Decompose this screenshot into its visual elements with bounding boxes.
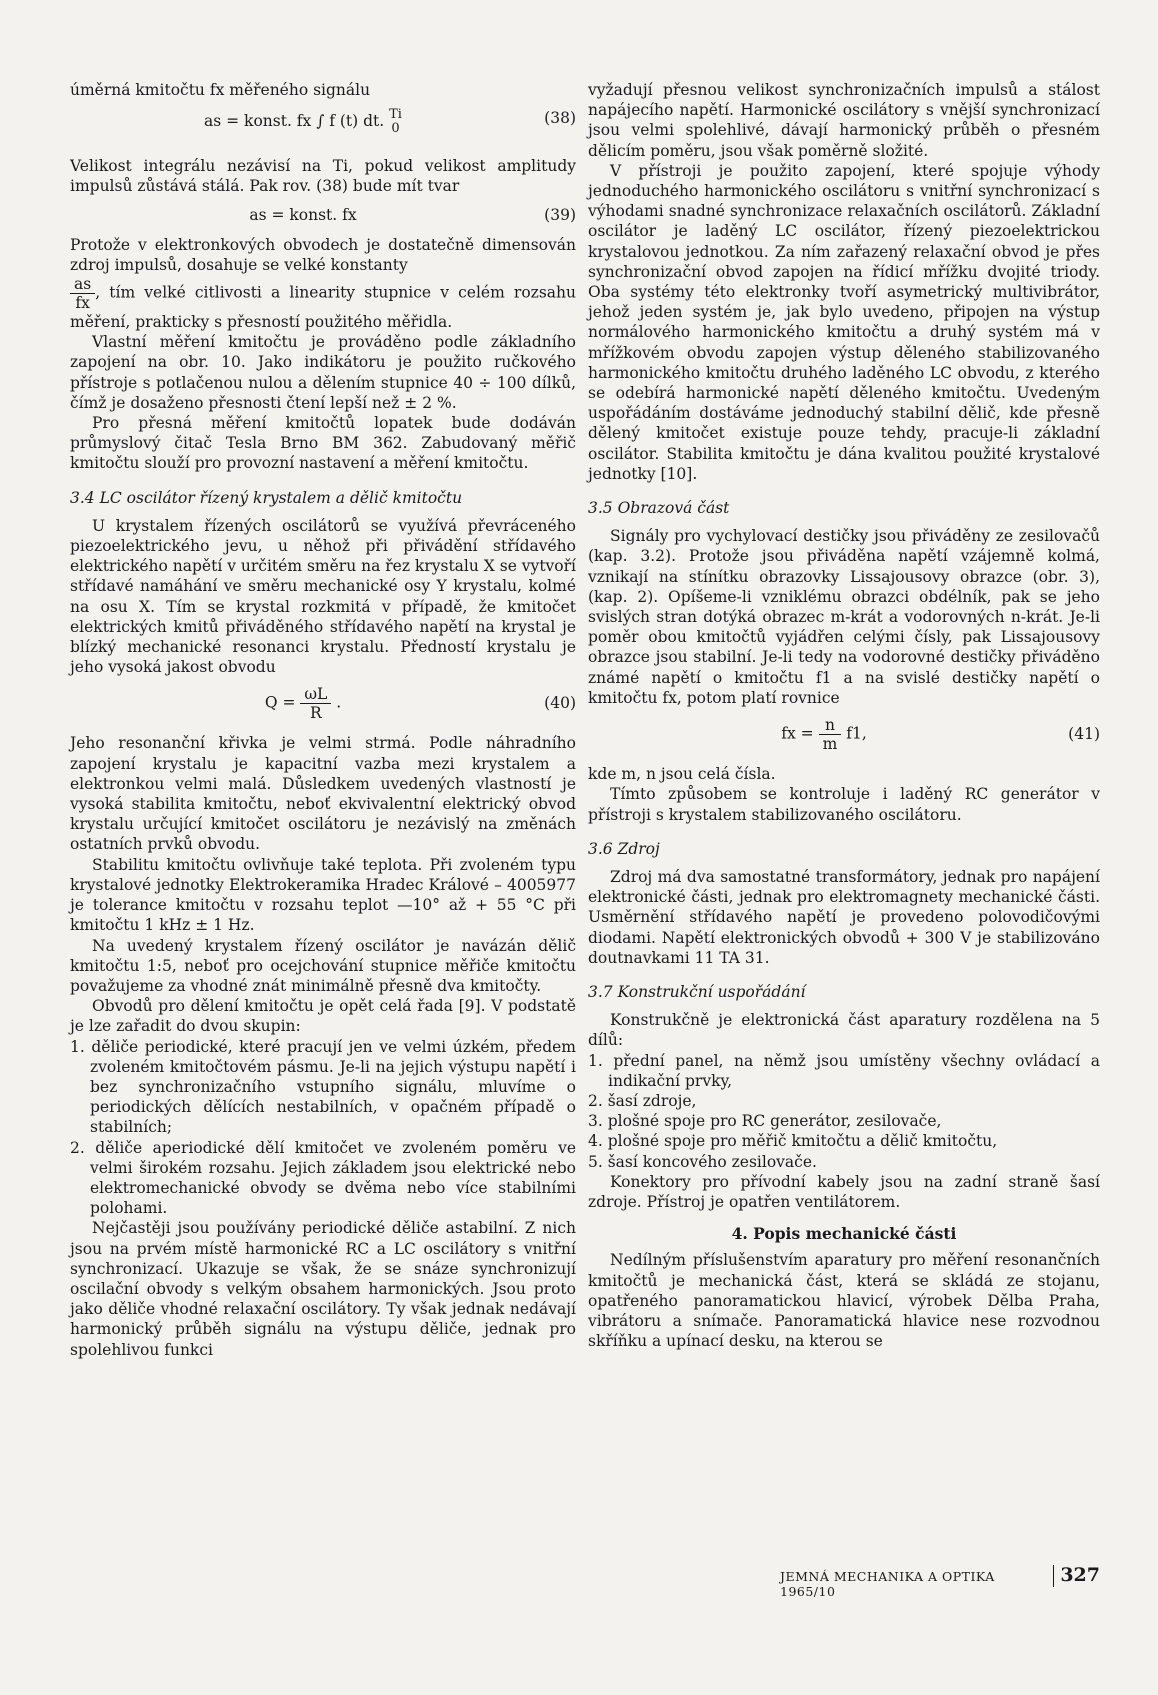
list-item: 2. děliče aperiodické dělí kmitočet ve zvoleném poměru ve velmi širokém rozsahu. Jejich základem jsou elektrické nebo elektromechanické obvody se dvěma nebo více stabilními polohami. [70, 1138, 576, 1218]
paragraph: úměrná kmitočtu fx měřeného signálu [70, 81, 371, 99]
page-footer [780, 1564, 1100, 1599]
fraction-numerator: n [819, 716, 842, 735]
fraction [70, 275, 95, 312]
equation-lhs: fx = [781, 724, 814, 743]
paragraph: Na uvedený krystalem řízený oscilátor je navázán dělič kmitočtu 1:5, neboť pro ocejchování stupnice měřiče kmitočtu považujeme za vhodné znát minimálně přesně dva kmitočty. [70, 936, 576, 995]
fraction [300, 685, 331, 722]
paragraph: Zdroj má dva samostatné transformátory, jednak pro napájení elektronické části, jednak pro elektromagnety mechanické části. Usměrnění střídavého napětí je provedeno polovodičovými diodami. Napětí elektronických obvodů + 300 V je stabilizováno doutnavkami 11 TA 31. [588, 867, 1100, 967]
list-item: 1. přední panel, na němž jsou umístěny všechny ovládací a indikační prvky, [588, 1051, 1100, 1090]
paragraph: Pro přesná měření kmitočtů lopatek bude dodáván průmyslový čitač Tesla Brno BM 362. Zabudovaný měřič kmitočtu slouží pro provozní nastavení a měření kmitočtu. [70, 414, 576, 473]
list-item: 2. šasí zdroje, [588, 1091, 697, 1110]
fraction-denominator: m [822, 735, 838, 754]
paragraph: Jeho resonanční křivka je velmi strmá. Podle náhradního zapojení krystalu je kapacitní vazba mezi krystalem a elektronkou velmi malá. Důsledkem uvedených vlastností je vysoká stabilita kmitočtu, neboť ekvivalentní elektrický obvod krystalu určující kmitočet oscilátoru je nezávislý na změnách ostatních prvků obvodu. [70, 734, 576, 854]
equation-number: (39) [544, 205, 576, 224]
equation-number: (40) [544, 694, 576, 713]
section-heading-3-4: 3.4 LC oscilátor řízený krystalem a dělič kmitočtu [70, 488, 463, 507]
section-heading-3-6: 3.6 Zdroj [588, 839, 660, 858]
paragraph: Tímto způsobem se kontroluje i laděný RC generátor v přístroji s krystalem stabilizovaného oscilátoru. [588, 785, 1100, 824]
journal-name: JEMNÁ MECHANIKA A OPTIKA 1965/10 [780, 1569, 995, 1599]
list-item: 1. děliče periodické, které pracují jen ve velmi úzkém, předem zvoleném kmitočtovém pásmu. Je-li na jejich výstupu napětí i bez synchronizačního vstupního signálu, mluvíme o periodických dělících nestabilních, v opačném případě o stabilních; [70, 1037, 576, 1137]
paragraph: Velikost integrálu nezávisí na Ti, pokud velikost amplitudy impulsů zůstává stálá. Pak rov. (38) bude mít tvar [70, 157, 576, 196]
paragraph: Nedílným příslušenstvím aparatury pro měření resonančních kmitočtů je mechanická část, která se skládá ze stojanu, opatřeného panoramatickou hlavicí, výrobek Dělba Praha, vibrátoru a snímače. Panoramatická hlavice nese rozvodnou skříňku a upínací desku, na kterou se [588, 1251, 1100, 1351]
fraction-numerator: as [70, 275, 95, 294]
equation-expr: as = konst. fx [249, 205, 357, 224]
list-item: 3. plošné spoje pro RC generátor, zesilovače, [588, 1112, 942, 1131]
equation-number: (38) [544, 109, 576, 128]
equation-lhs: as = konst. fx ∫ f (t) dt. [204, 112, 385, 131]
integral-limits [389, 108, 402, 136]
page-number: 327 [1060, 1564, 1100, 1586]
list-item: 5. šasí koncového zesilovače. [588, 1152, 817, 1171]
paragraph: Konektory pro přívodní kabely jsou na zadní straně šasí zdroje. Přístroj je opatřen ventilátorem. [588, 1172, 1100, 1211]
paragraph: Nejčastěji jsou používány periodické děliče astabilní. Z nich jsou na prvém místě harmonické RC a LC oscilátory s vnitřní synchronizací. Ukazuje se však, že se snáze synchronizují oscilační obvody s velkým obsahem harmonických. Jsou proto jako děliče vhodné relaxační oscilátory. Ty však jednak nedávají harmonický průběh signálu na výstupu děliče, jednak pro spolehlivou funkci [70, 1219, 576, 1359]
fraction-denominator: fx [75, 294, 90, 313]
equation-tail: . [336, 693, 342, 712]
paragraph: Vlastní měření kmitočtu je prováděno podle základního zapojení na obr. 10. Jako indikátoru je použito ručkového přístroje s potlačenou nulou a dělením stupnice 40 ÷ 100 dílků, čímž je dosaženo přesnosti čtení lepší než ± 2 %. [70, 333, 576, 412]
paragraph-text: , tím velké citlivosti a linearity stupnice v celém rozsahu měření, prakticky s přesností použitého měřidla. [70, 283, 576, 332]
equation-tail: f1, [846, 724, 867, 743]
paragraph: Stabilitu kmitočtu ovlivňuje také teplota. Při zvoleném typu krystalové jednotky Elektrokeramika Hradec Králové – 4005977 je tolerance kmitočtu v rozsahu teplot —10° až + 55 °C při kmitočtu 1 kHz ± 1 Hz. [70, 855, 576, 935]
paragraph: Konstrukčně je elektronická část aparatury rozdělena na 5 dílů: [588, 1011, 1100, 1050]
paragraph: Protože v elektronkových obvodech je dostatečně dimensován zdroj impulsů, dosahuje se velké konstanty [70, 235, 576, 274]
section-heading-3-7: 3.7 Konstrukční uspořádání [588, 982, 806, 1001]
list-item: 4. plošné spoje pro měřič kmitočtu a dělič kmitočtu, [588, 1132, 998, 1151]
paragraph: Obvodů pro dělení kmitočtu je opět celá řada [9]. V podstatě je lze zařadit do dvou skupin: [70, 997, 576, 1036]
equation-38 [70, 106, 576, 150]
paragraph: Signály pro vychylovací destičky jsou přiváděny ze zesilovačů (kap. 3.2). Protože jsou přiváděna napětí vzájemně kolmá, vznikají na stínítku obrazovky Lissajousovy obrazce (obr. 3), (kap. 2). Opíšeme-li vzniklému obrazci obdélník, pak se jeho svislých stran dotýká obrazec m-krát a vodorovných n-krát. Je-li poměr obou kmitočtů vyjádřen celými čísly, pak Lissajousovy obrazce jsou stabilní. Je-li tedy na vodorovné destičky přiváděno známé napětí o kmitočtu f1 a na svislé destičky napětí o kmitočtu fx, potom platí rovnice [588, 527, 1100, 707]
paragraph: kde m, n jsou celá čísla. [588, 765, 776, 784]
paragraph-with-fraction [70, 275, 576, 332]
equation-lhs: Q = [264, 693, 296, 712]
equation-number: (41) [1068, 725, 1100, 744]
fraction-denominator: R [310, 704, 322, 723]
equation-39 [70, 203, 576, 229]
fraction-numerator: ωL [300, 685, 331, 704]
fraction [819, 716, 842, 753]
section-heading-4: 4. Popis mechanické části [731, 1224, 957, 1244]
paragraph: vyžadují přesnou velikost synchronizačních impulsů a stálost napájecího napětí. Harmonické oscilátory s vnější synchronizací jsou velmi spolehlivé, dávají harmonický průběh o přesném dělicím poměru, jsou však poměrně složité. [588, 81, 1100, 160]
right-column [588, 80, 1100, 1351]
paragraph: V přístroji je použito zapojení, které spojuje výhody jednoduchého harmonického oscilátoru s vnitřní synchronizací s výhodami snadné synchronizace relaxačních oscilátorů. Základní oscilátor je laděný LC oscilátor, řízený piezoelektrickou krystalovou jednotkou. Za ním zařazený relaxační obvod je přes synchronizační obvod zapojen na řídicí mřížku dvojité triody. Oba systémy této elektronky tvoří asymetrický multivibrátor, jehož jeden systém je, jak bylo uvedeno, připojen na výstup normálového harmonického kmitočtu a druhý systém má v mřížkovém obvodu zapojen výstup děleného stabilizovaného harmonického kmitočtu druhého laděného LC obvodu, z kterého se odebírá harmonické napětí děleného kmitočtu. Uvedeným uspořádáním dostáváme jednoduchý stabilní dělič, kde přesně dělený kmitočet existuje pouze tehdy, pracuje-li základní oscilátor. Stabilita kmitočtu je dána kvalitou použité krystalové jednotky [10]. [588, 161, 1100, 483]
footer-divider [1053, 1565, 1055, 1587]
integral-lower: 0 [391, 121, 400, 137]
paragraph: U krystalem řízených oscilátorů se využívá převráceného piezoelektrického jevu, u něhož při přivádění střídavého elektrického napětí v určitém směru na řez krystalu X se vytvoří střídavé namáhání ve směru mechanické osy Y krystalu, kolmé na osu X. Tím se krystal rozkmitá v případě, že kmitočet elektrických kmitů přiváděného střídavého napětí na krystal je blízký mechanické resonanci krystalu. Předností krystalu je jeho vysoká jakost obvodu [70, 516, 576, 677]
equation-40 [70, 683, 576, 727]
integral-upper: Ti [389, 107, 402, 123]
left-column [70, 80, 576, 1360]
section-heading-3-5: 3.5 Obrazová část [588, 499, 730, 518]
equation-41 [588, 714, 1100, 758]
